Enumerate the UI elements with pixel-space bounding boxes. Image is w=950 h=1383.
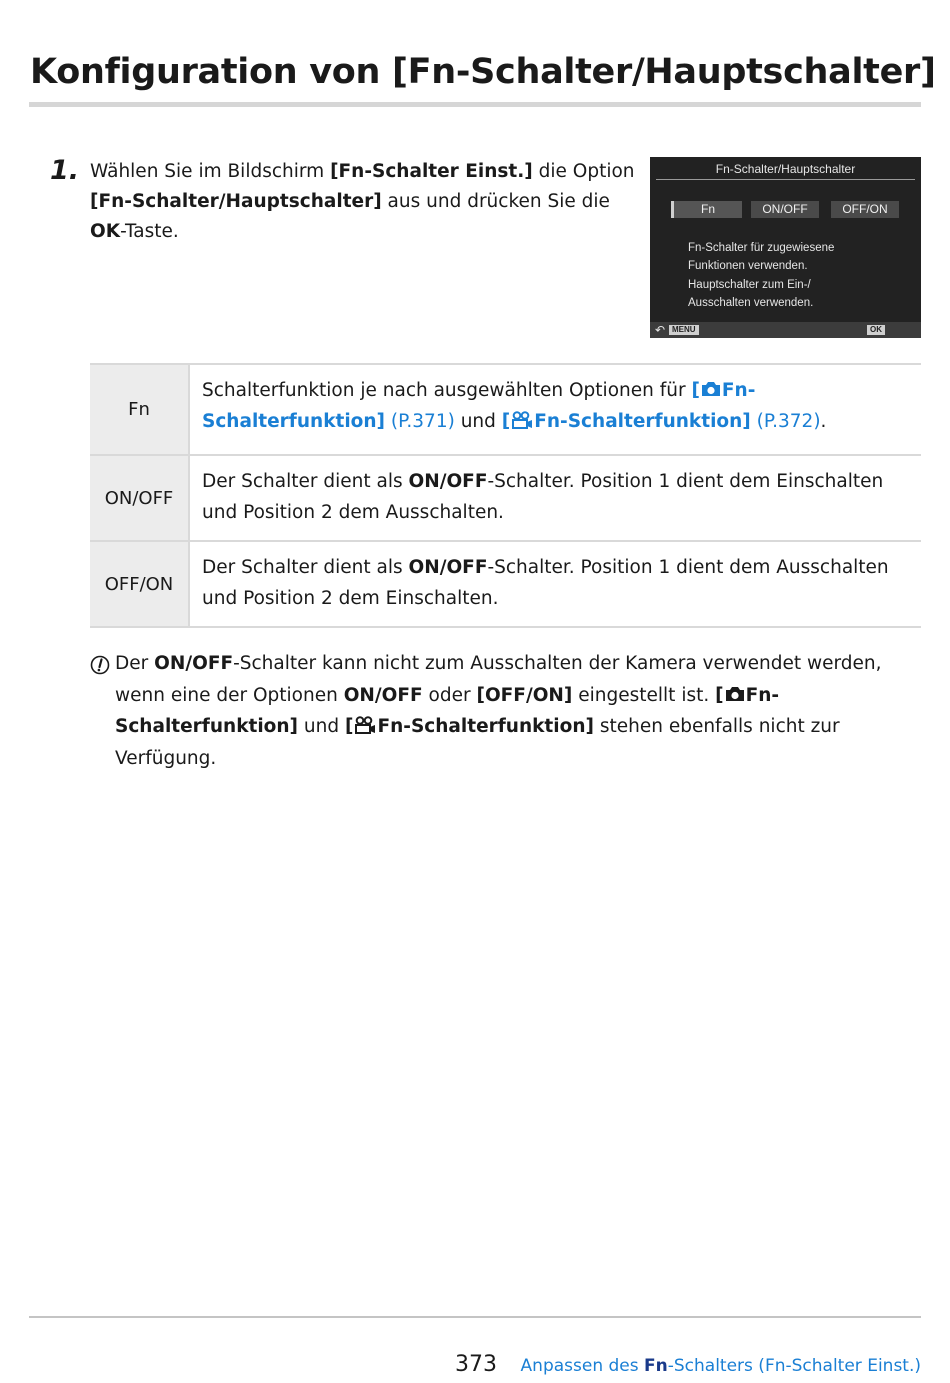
option-description: Schalterfunktion je nach ausgewählten Optionen für [ Fn-Schalterfunktion] (P.371) und [ Fn-Schalterfunktion] (P.372). (202, 380, 827, 432)
table-row (90, 456, 921, 542)
camera-fn-link[interactable]: [ Fn-Schalterfunktion] (202, 380, 756, 432)
camera-icon (700, 381, 722, 397)
page-ref-372[interactable]: (P.372) (756, 411, 821, 432)
screen-option-fn: Fn (671, 201, 742, 218)
back-arrow-icon: ↶ (655, 323, 666, 337)
movie-fn-link[interactable]: [ Fn-Schalterfunktion] (501, 411, 751, 432)
note-text: Der ON/OFF-Schalter kann nicht zum Ausschalten der Kamera verwendet werden, wenn eine der Optionen ON/OFF oder [OFF/ON] eingestellt ist. [ Fn-Schalterfunktion] und [ Fn-Schalterfunktion] stehen ebenfalls nicht zur Verfügung. (115, 653, 882, 769)
option-label: OFF/ON (90, 542, 190, 626)
footer-divider (29, 1316, 921, 1318)
option-description: Der Schalter dient als ON/OFF-Schalter. Position 1 dient dem Einschalten und Position 2 dem Ausschalten. (202, 471, 884, 523)
screen-option-off-on: OFF/ON (831, 201, 899, 218)
screen-description: Fn-Schalter für zugewiesene Funktionen verwenden. Hauptschalter zum Ein-/ Ausschalten verwenden. (688, 242, 835, 309)
option-label: ON/OFF (90, 456, 190, 540)
menu-button-icon: MENU (669, 325, 699, 335)
step-instruction: Wählen Sie im Bildschirm [Fn-Schalter Einst.] die Option [Fn-Schalter/Hauptschalter] aus und drücken Sie die OK-Taste. (90, 161, 635, 242)
movie-camera-icon (353, 716, 377, 734)
page-ref-371[interactable]: (P.371) (390, 411, 455, 432)
screen-divider (656, 179, 915, 180)
screen-title: Fn-Schalter/Hauptschalter (715, 162, 856, 176)
camera-icon (724, 686, 746, 702)
chapter-link[interactable]: Anpassen des Fn-Schalters (Fn-Schalter Einst.) (520, 1356, 921, 1376)
page-title: Konfiguration von [Fn-Schalter/Hauptschalter] (30, 52, 936, 92)
caution-icon (90, 655, 110, 675)
camera-menu-screenshot (650, 157, 921, 338)
title-divider (29, 102, 921, 107)
table-row (90, 365, 921, 456)
page-number: 373 (455, 1352, 497, 1377)
options-table (90, 363, 921, 628)
ok-button-icon: OK (867, 325, 885, 335)
step-number: 1. (50, 155, 80, 186)
table-row (90, 542, 921, 628)
option-description: Der Schalter dient als ON/OFF-Schalter. Position 1 dient dem Ausschalten und Position 2 dem Einschalten. (202, 557, 889, 609)
screen-footer (650, 322, 921, 338)
movie-camera-icon (510, 411, 534, 429)
screen-option-on-off: ON/OFF (751, 201, 819, 218)
option-label: Fn (90, 365, 190, 454)
